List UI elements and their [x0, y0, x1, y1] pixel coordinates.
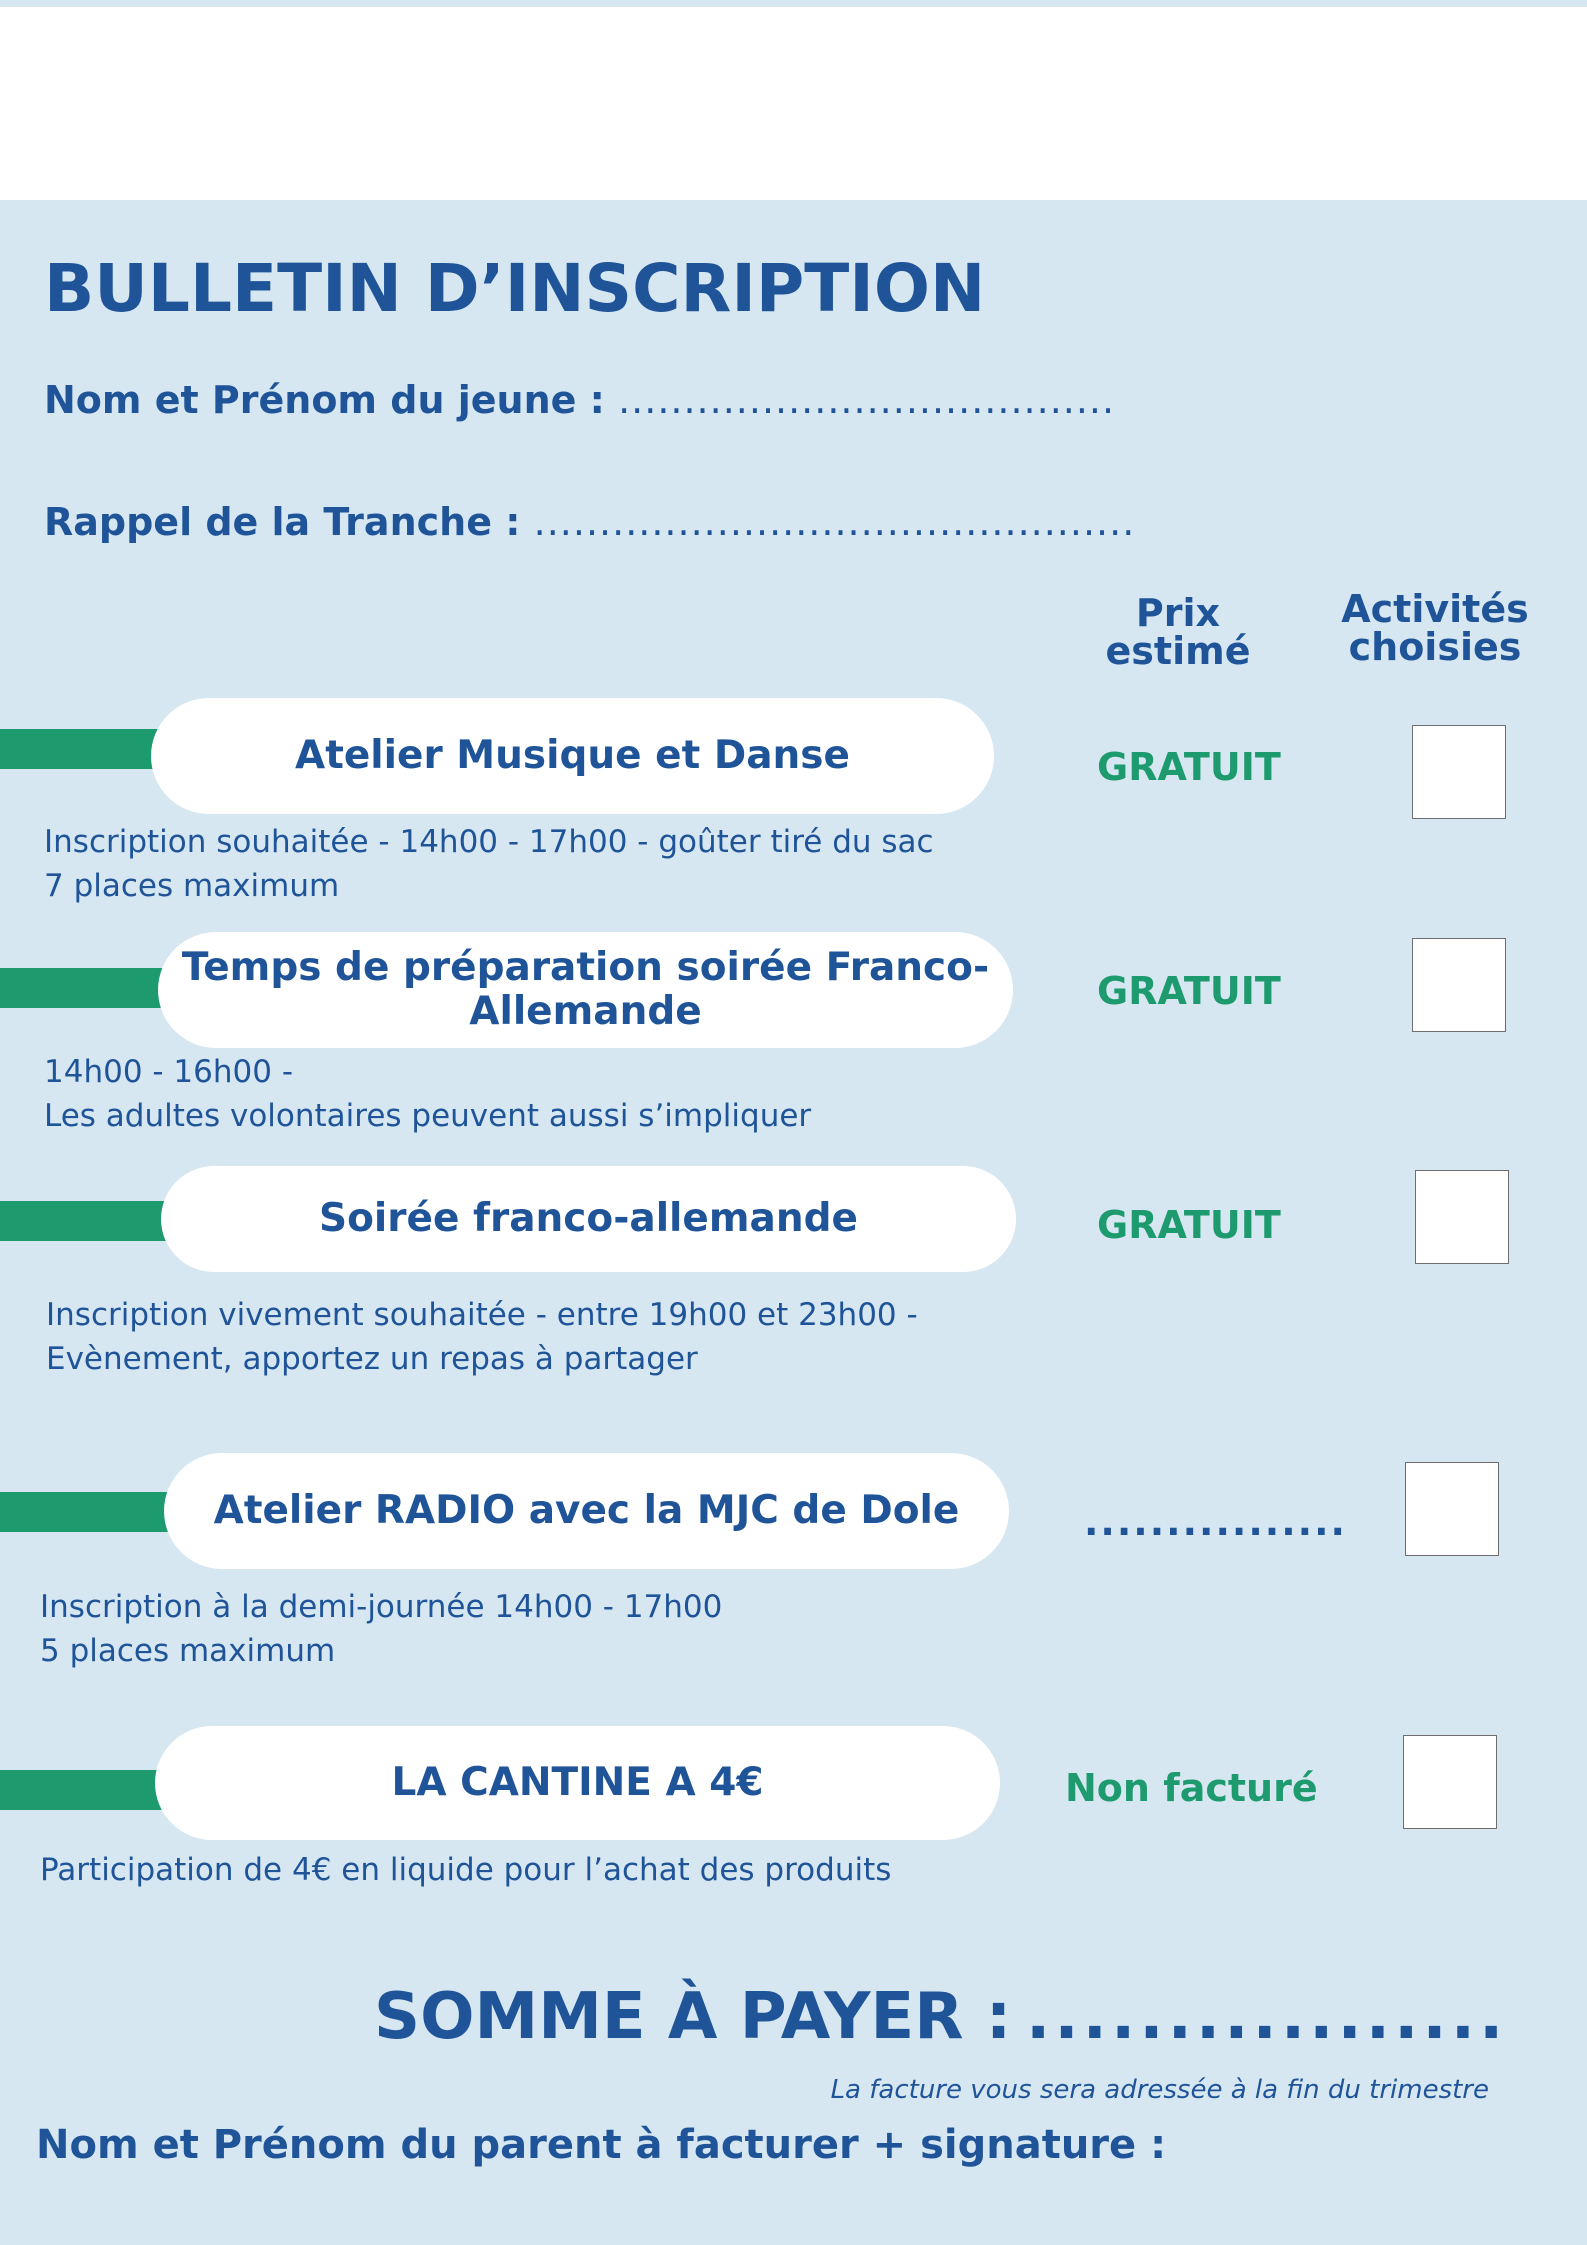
activity-description-line2: 7 places maximum	[44, 868, 340, 904]
parent-signature-label: Nom et Prénom du parent à facturer + signature :	[36, 2122, 1167, 2168]
total-amount-blank[interactable]: .................	[1026, 1980, 1508, 2054]
total-label: SOMME À PAYER :	[374, 1980, 1012, 2054]
activity-accent-bar	[0, 1492, 180, 1532]
activity-description-line1: Inscription à la demi-journée 14h00 - 17h00	[40, 1589, 723, 1625]
activity-description	[46, 1293, 918, 1381]
activity-checkbox[interactable]	[1415, 1170, 1509, 1264]
tranche-label: Rappel de la Tranche :	[44, 500, 521, 544]
youth-name-label: Nom et Prénom du jeune :	[44, 378, 605, 422]
activity-checkbox[interactable]	[1403, 1735, 1497, 1829]
price-header-line2: estimé	[1105, 629, 1251, 673]
top-strip	[0, 0, 1587, 7]
activity-accent-bar	[0, 1770, 180, 1810]
activity-checkbox[interactable]	[1412, 938, 1506, 1032]
activity-checkbox[interactable]	[1412, 725, 1506, 819]
activity-checkbox[interactable]	[1405, 1462, 1499, 1556]
activity-description	[44, 820, 934, 908]
form-title: BULLETIN D’INSCRIPTION	[44, 250, 986, 327]
activity-title-pill: Temps de préparation soirée Franco-Allemande	[158, 932, 1013, 1048]
activity-price: Non facturé	[1065, 1766, 1318, 1810]
choice-header-line2: choisies	[1348, 625, 1522, 669]
price-header-line1: Prix	[1135, 591, 1221, 635]
invoice-note: La facture vous sera adressée à la fin du trimestre	[830, 2075, 1489, 2105]
activity-description	[40, 1848, 891, 1892]
activity-accent-bar	[0, 1201, 180, 1241]
activity-title-pill: LA CANTINE A 4€	[155, 1726, 1000, 1840]
activity-title-pill: Atelier Musique et Danse	[151, 698, 994, 814]
activity-price: GRATUIT	[1097, 969, 1281, 1013]
activity-description	[40, 1585, 722, 1673]
activity-price: GRATUIT	[1097, 1203, 1281, 1247]
choice-column-header	[1330, 587, 1540, 669]
activity-description-line1: Inscription souhaitée - 14h00 - 17h00 - goûter tiré du sac	[44, 824, 934, 860]
activity-title-pill: Soirée franco-allemande	[161, 1166, 1016, 1272]
youth-name-field[interactable]	[44, 378, 1115, 422]
activity-description-line2: Evènement, apportez un repas à partager	[46, 1341, 698, 1377]
activity-description-line2: 5 places maximum	[40, 1633, 336, 1669]
activity-price-blank[interactable]: ................	[1084, 1500, 1347, 1544]
activity-description-line1: 14h00 - 16h00 -	[44, 1054, 294, 1090]
activity-description-line1: Inscription vivement souhaitée - entre 19h00 et 23h00 -	[46, 1297, 918, 1333]
activity-price: GRATUIT	[1097, 745, 1281, 789]
choice-header-line1: Activités	[1341, 587, 1529, 631]
activity-title-pill: Atelier RADIO avec la MJC de Dole	[164, 1453, 1009, 1569]
header-banner	[0, 7, 1587, 200]
activity-accent-bar	[0, 968, 180, 1008]
youth-name-dots[interactable]: ......................................	[618, 378, 1116, 422]
activity-description-line2: Les adultes volontaires peuvent aussi s’impliquer	[44, 1098, 812, 1134]
tranche-dots[interactable]: ..............................................	[533, 500, 1136, 544]
activity-description	[44, 1050, 811, 1138]
price-column-header	[1098, 591, 1258, 673]
tranche-field[interactable]	[44, 500, 1135, 544]
activity-description-line1: Participation de 4€ en liquide pour l’achat des produits	[40, 1852, 892, 1888]
